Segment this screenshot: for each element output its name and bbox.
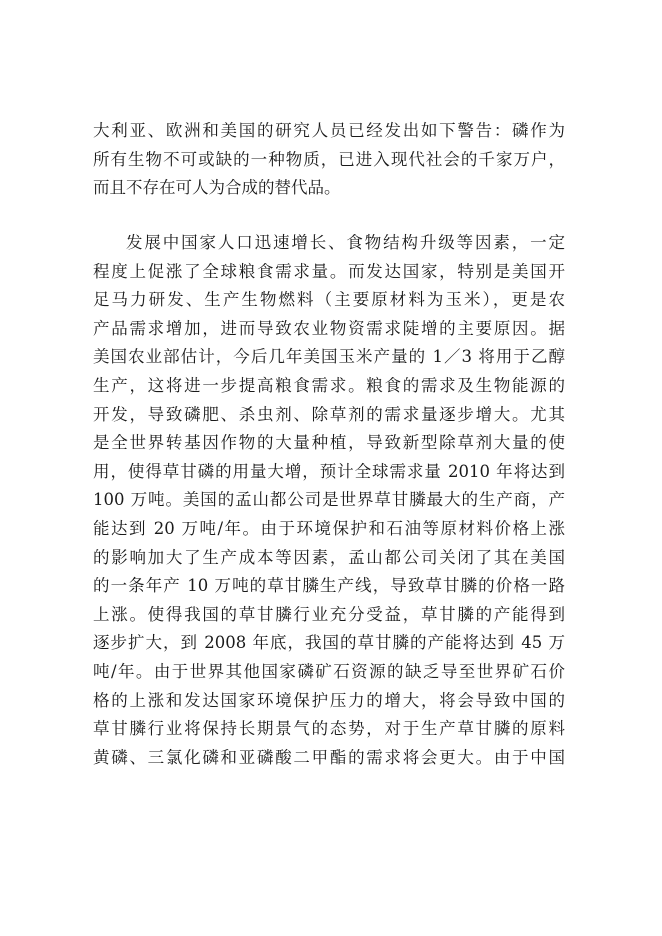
- text-line: 产品需求增加，进而导致农业物资需求陡增的主要原因。据: [93, 318, 565, 338]
- text-line: 足马力研发、生产生物燃料（主要原材料为玉米），更是农: [93, 290, 565, 310]
- text-line: 格的上涨和发达国家环境保护压力的增大，将会导致中国的: [93, 690, 565, 710]
- text-line: 的影响加大了生产成本等因素，孟山都公司关闭了其在美国: [93, 547, 565, 567]
- text-line: 能达到 20 万吨/年。由于环境保护和石油等原材料价格上涨: [93, 518, 565, 538]
- text-line: 所有生物不可或缺的一种物质，已进入现代社会的千家万户，: [93, 149, 565, 169]
- paragraph-phosphorus-warning: [93, 117, 565, 203]
- text-line: 生产，这将进一步提高粮食需求。粮食的需求及生物能源的: [93, 375, 565, 395]
- text-line: 而且不存在可人为合成的替代品。: [93, 178, 341, 198]
- text-line: 用，使得草甘磷的用量大增，预计全球需求量 2010 年将达到: [93, 461, 565, 481]
- text-line: 开发，导致磷肥、杀虫剂、除草剂的需求量逐步增大。尤其: [93, 404, 565, 424]
- text-line: 吨/年。由于世界其他国家磷矿石资源的缺乏导至世界矿石价: [93, 661, 565, 681]
- text-line: 100 万吨。美国的孟山都公司是世界草甘膦最大的生产商，产: [93, 490, 565, 510]
- text-line: 黄磷、三氯化磷和亚磷酸二甲酯的需求将会更大。由于中国: [93, 747, 565, 767]
- text-line: 程度上促涨了全球粮食需求量。而发达国家，特别是美国开: [93, 261, 565, 281]
- text-line: 的一条年产 10 万吨的草甘膦生产线，导致草甘膦的价格一路: [93, 576, 565, 596]
- paragraph-glyphosate-demand: [93, 229, 565, 772]
- text-line: 大利亚、欧洲和美国的研究人员已经发出如下警告：磷作为: [93, 121, 565, 140]
- text-line: 草甘膦行业将保持长期景气的态势，对于生产草甘膦的原料: [93, 719, 565, 739]
- text-line: 发展中国家人口迅速增长、食物结构升级等因素，一定: [126, 233, 565, 252]
- text-line: 美国农业部估计，今后几年美国玉米产量的 1／3 将用于乙醇: [93, 347, 565, 367]
- text-line: 是全世界转基因作物的大量种植，导致新型除草剂大量的使: [93, 433, 565, 453]
- text-line: 上涨。使得我国的草甘膦行业充分受益，草甘膦的产能得到: [93, 604, 565, 624]
- text-line: 逐步扩大，到 2008 年底，我国的草甘膦的产能将达到 45 万: [93, 633, 565, 653]
